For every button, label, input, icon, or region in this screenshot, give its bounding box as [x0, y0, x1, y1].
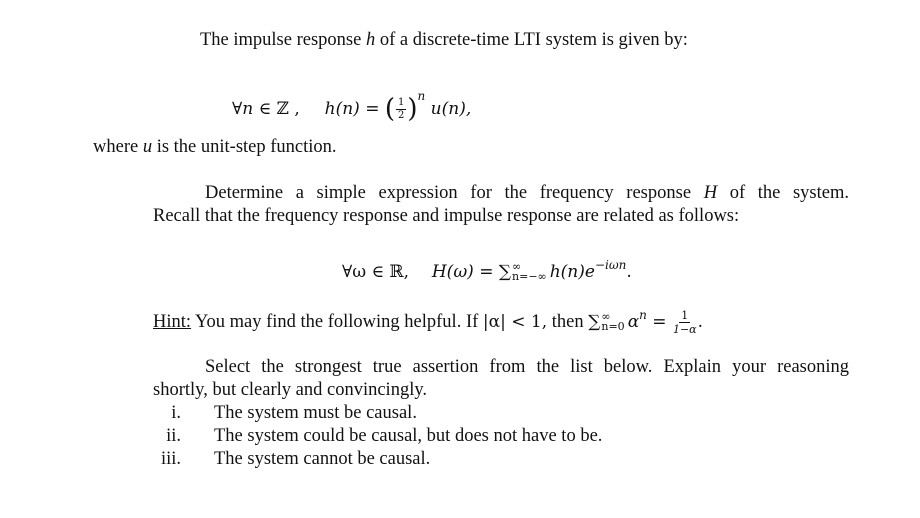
determine-text-start: Determine a simple expression for the frequency response [205, 183, 704, 203]
hint-sum-lower-limit: n=0 [601, 320, 625, 333]
left-paren: ( [384, 94, 396, 124]
where-sentence [93, 136, 337, 158]
geometric-fraction [673, 310, 697, 335]
forall-symbol: ∀ [232, 99, 243, 119]
where-text-start: where [93, 137, 143, 157]
hint-then: then [547, 312, 589, 332]
alpha-condition: |α| < 1, [482, 312, 548, 332]
u-variable: u [142, 137, 153, 157]
determine-line-1 [205, 182, 849, 204]
determine-text-end: of the system. [717, 183, 849, 203]
option-3-text: The system cannot be causal. [214, 449, 431, 469]
geometric-denominator: 1−α [672, 323, 697, 336]
alpha-exponent: n [639, 308, 647, 322]
right-paren: ) [407, 94, 418, 124]
option-2-number: ii. [166, 426, 181, 446]
hint-text: You may find the following helpful. If [191, 312, 483, 332]
exponent-n: n [417, 89, 426, 103]
sigma-symbol: ∑ [498, 262, 512, 282]
option-1-text: The system must be causal. [214, 403, 417, 423]
frequency-response-equation [342, 254, 632, 283]
unit-step-term: u(n), [425, 99, 472, 119]
where-text-end: is the unit-step function. [152, 137, 337, 157]
h-variable: h [365, 30, 376, 50]
h-of-n: h(n) = [324, 99, 385, 119]
fraction-denominator: 2 [398, 110, 405, 121]
select-line-2: shortly, but clearly and convincingly. [153, 380, 428, 400]
geometric-numerator: 1 [681, 309, 689, 322]
hint-sum-upper-limit: ∞ [601, 310, 611, 323]
fraction-numerator: 1 [398, 97, 405, 108]
exponent-term: −iωn [594, 258, 627, 272]
option-1-number: i. [171, 403, 181, 423]
option-3-number: iii. [160, 449, 181, 469]
hint-sigma-symbol: ∑ [588, 312, 601, 332]
option-2-text: The system could be causal, but does not have to be. [214, 426, 603, 446]
sum-upper-limit: ∞ [512, 260, 522, 273]
sum-body: h(n)e [549, 262, 595, 282]
one-half-fraction [396, 98, 406, 121]
n-variable: n [242, 99, 254, 119]
hint-period: . [697, 312, 704, 332]
hint-equals: = [646, 312, 672, 332]
in-integers: ∈ ℤ , [253, 99, 300, 119]
hint-line [153, 304, 703, 335]
intro-text-end: of a discrete-time LTI system is given by: [375, 30, 688, 50]
H-variable: H [703, 183, 718, 203]
forall-omega: ∀ω ∈ ℝ, [342, 262, 410, 282]
geometric-sum [588, 308, 704, 336]
H-of-omega: H(ω) = [431, 262, 499, 282]
sum-lower-limit: n=−∞ [512, 270, 547, 283]
impulse-response-equation [232, 85, 472, 124]
intro-sentence [200, 29, 688, 51]
sum-operator [499, 261, 550, 283]
alpha-term: α [627, 312, 640, 332]
hint-label: Hint: [153, 312, 192, 332]
determine-line-2: Recall that the frequency response and impulse response are related as follows: [153, 206, 740, 226]
select-line-1: Select the strongest true assertion from the list below. Explain your reasoning [205, 357, 849, 377]
equation-period: . [626, 262, 632, 282]
intro-text-start: The impulse response [200, 30, 366, 50]
